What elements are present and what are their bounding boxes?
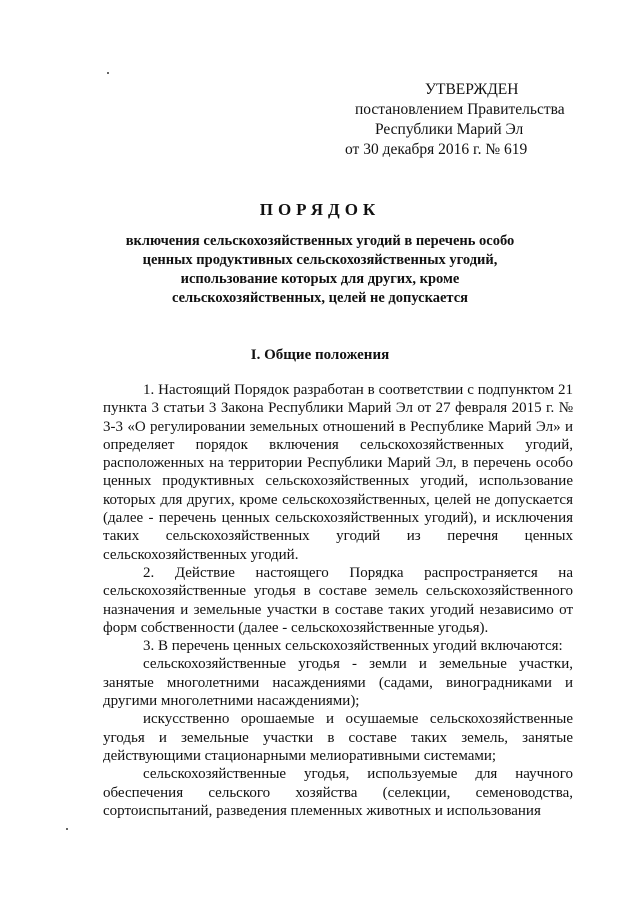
paragraph: искусственно орошаемые и осушаемые сельскохозяйственные угодья и земельные участки в составе таких земель, занятые действующими стационарными мелиоративными системами; [103,711,573,764]
paragraph: 3. В перечень ценных сельскохозяйственных угодий включаются: [143,638,563,655]
document-title: ПОРЯДОК [259,200,381,219]
paragraph: сельскохозяйственные угодья - земли и земельные участки, занятые многолетними насаждениями (садами, виноградниками и другими многолетними насаждениями); [103,656,573,710]
document-body [103,381,573,820]
approval-line: УТВЕРЖДЕН [425,81,519,98]
section-heading: I. Общие положения [250,347,390,363]
paragraph: 1. Настоящий Порядок разработан в соответствии с подпунктом 21 пункта 3 статьи 3 Закона Республики Марий Эл от 27 февраля 2015 г. № 3-3 «О регулировании земельных отношений в Республике Марий Эл» и определяет порядок включения сельскохозяйственных угодий, расположенных на территории Республики Марий Эл, в перечень особо ценных продуктивных сельскохозяйственных угодий, использование которых для других, кроме сельскохозяйственных, целей не допускается (далее - перечень ценных сельскохозяйственных угодий), и исключения таких сельскохозяйственных угодий из перечня ценных сельскохозяйственных угодий. [103,382,573,563]
paragraph: 2. Действие настоящего Порядка распространяется на сельскохозяйственные угодья в составе земель сельскохозяйственного назначения и земельные участки в составе таких угодий независимо от форм собственности (далее - сельскохозяйственные угодья). [103,564,573,636]
approval-stamp [345,80,585,160]
document-subtitle: включения сельскохозяйственных угодий в перечень особо ценных продуктивных сельскохозяйственных угодий, использование которых для других, кроме сельскохозяйственных, целей не допускается [125,233,515,306]
approval-line: постановлением Правительства [355,101,565,118]
paragraph: сельскохозяйственные угодья, используемые для научного обеспечения сельского хозяйства (селекции, семеноводства, сортоиспытаний, разведения племенных животных и использования [103,766,573,819]
approval-line: Республики Марий Эл [375,121,524,138]
scan-speck [107,72,109,74]
scan-speck [66,828,68,830]
approval-line: от 30 декабря 2016 г. № 619 [345,141,528,158]
